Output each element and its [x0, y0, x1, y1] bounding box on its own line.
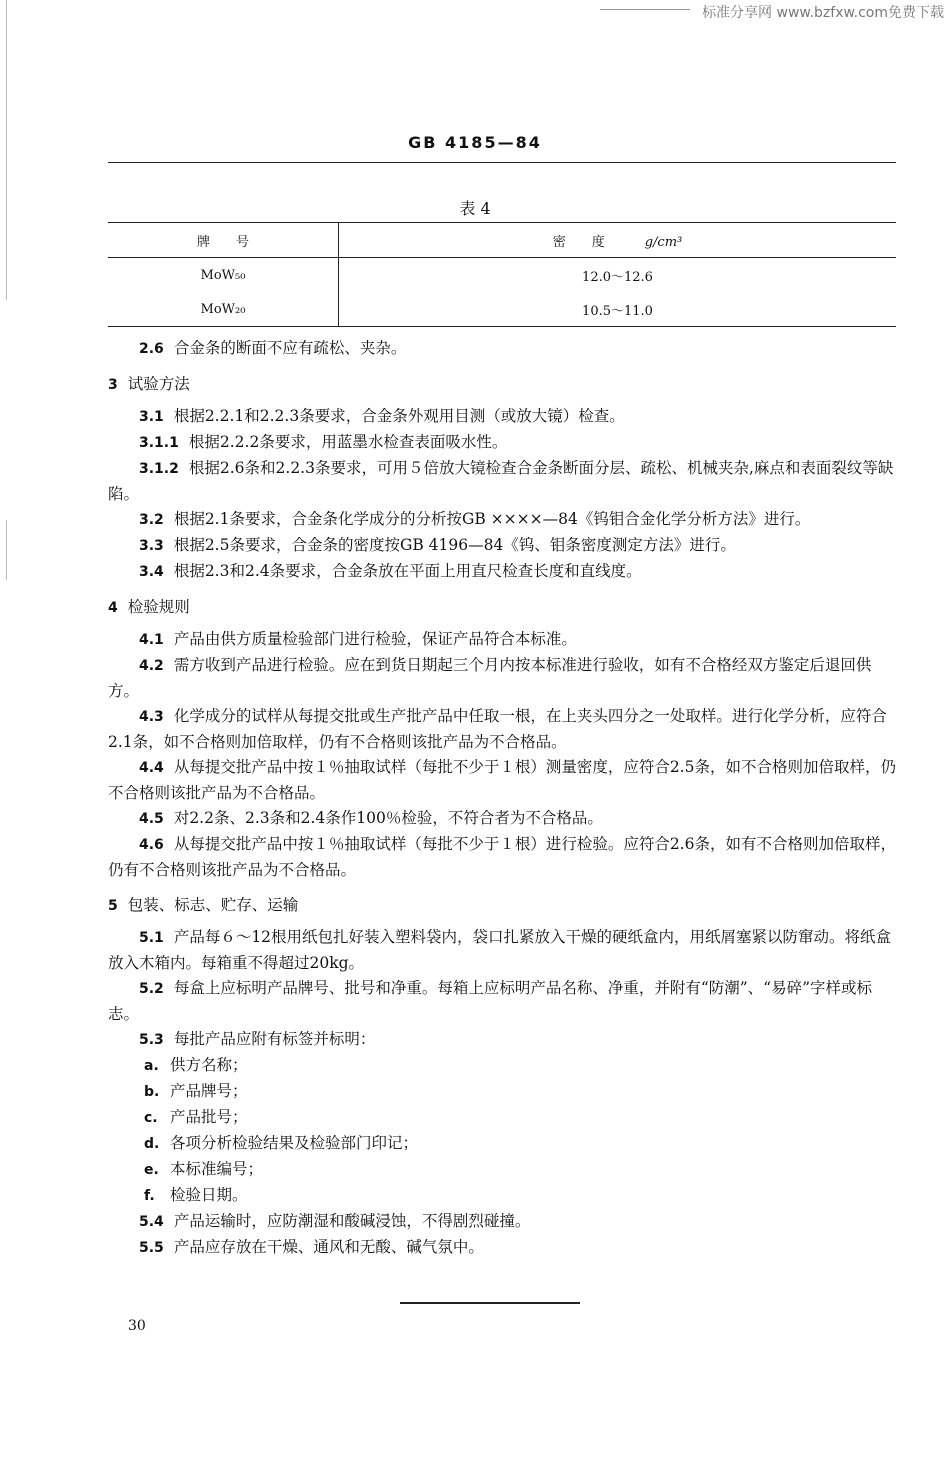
- clause-text: 产品由供方质量检验部门进行检验，保证产品符合本标准。: [173, 630, 577, 648]
- clause-number: 4.2: [139, 658, 164, 674]
- watermark-rule: [600, 9, 690, 10]
- section-title: 检验规则: [127, 598, 190, 616]
- clause-2-6: [108, 336, 896, 362]
- list-text: 检验日期。: [170, 1186, 248, 1204]
- clause-text: 根据2.5条要求，合金条的密度按GB 4196—84《钨、钼条密度测定方法》进行。: [173, 536, 736, 554]
- list-label: f.: [144, 1188, 155, 1204]
- clause-text: 每批产品应附有标签并标明：: [173, 1030, 376, 1048]
- table-header-row: [108, 223, 896, 258]
- list-item: [108, 1053, 896, 1079]
- clause-5-1: [108, 925, 896, 976]
- clause-5-5: [108, 1235, 896, 1261]
- clause-3-1: [108, 404, 896, 430]
- table-row: [108, 292, 896, 327]
- section-5-heading: [108, 893, 896, 919]
- clause-number: 5.3: [139, 1032, 164, 1048]
- clause-number: 3.2: [139, 512, 164, 528]
- density-cell: 10.5～11.0: [339, 292, 897, 327]
- clause-number: 4.3: [139, 709, 164, 725]
- header-rule: [108, 162, 896, 163]
- header-density: [339, 223, 897, 258]
- clause-text: 根据2.1条要求，合金条化学成分的分析按GB ××××—84《钨钼合金化学分析方法》进行。: [173, 510, 811, 528]
- clause-4-2: [108, 653, 896, 704]
- clause-3-2: [108, 507, 896, 533]
- header-density-label: 密 度: [552, 234, 605, 250]
- list-label: c.: [144, 1110, 158, 1126]
- clause-text: 根据2.2.2条要求，用蓝墨水检查表面吸水性。: [188, 433, 508, 451]
- clause-4-1: [108, 627, 896, 653]
- list-text: 供方名称；: [170, 1056, 248, 1074]
- list-item: [108, 1157, 896, 1183]
- list-label: a.: [144, 1058, 159, 1074]
- table-caption: 表 4: [459, 199, 491, 218]
- list-item: [108, 1183, 896, 1209]
- header-grade: 牌 号: [108, 223, 339, 258]
- header-density-unit: g/cm³: [644, 234, 683, 250]
- clause-text: 每盒上应标明产品牌号、批号和净重。每箱上应标明产品名称、净重，并附有“防潮”、“易碎”字样或标志。: [108, 979, 873, 1023]
- density-cell: 12.0～12.6: [582, 269, 653, 285]
- list-item: [108, 1079, 896, 1105]
- clause-text: 从每提交批产品中按１％抽取试样（每批不少于１根）进行检验。应符合2.6条，如有不合格则加倍取样，仍有不合格则该批产品为不合格品。: [108, 835, 896, 879]
- page-number: 30: [128, 1318, 146, 1334]
- clause-number: 4.6: [139, 837, 164, 853]
- section-4-heading: [108, 595, 896, 621]
- grade-cell: MoW₅₀: [108, 258, 339, 293]
- list-label: b.: [144, 1084, 160, 1100]
- clause-text: 化学成分的试样从每提交批或生产批产品中任取一根，在上夹头四分之一处取样。进行化学分析，应符合2.1条，如不合格则加倍取样，仍有不合格则该批产品为不合格品。: [108, 707, 887, 751]
- density-table: [108, 222, 896, 327]
- section-number: 4: [108, 600, 118, 616]
- list-text: 产品牌号；: [170, 1082, 248, 1100]
- list-label: d.: [144, 1136, 160, 1152]
- clause-text: 对2.2条、2.3条和2.4条作100％检验，不符合者为不合格品。: [173, 809, 603, 827]
- list-text: 产品批号；: [170, 1108, 248, 1126]
- clause-4-5: [108, 806, 896, 832]
- clause-3-1-1: [108, 430, 896, 456]
- clause-5-2: [108, 976, 896, 1027]
- section-3-heading: [108, 372, 896, 398]
- clause-4-4: [108, 755, 896, 806]
- section-number: 3: [108, 377, 118, 393]
- section-number: 5: [108, 898, 118, 914]
- clause-5-4: [108, 1209, 896, 1235]
- clause-text: 产品运输时，应防潮湿和酸碱浸蚀，不得剧烈碰撞。: [173, 1212, 531, 1230]
- list-item: [108, 1105, 896, 1131]
- clause-text: 合金条的断面不应有疏松、夹杂。: [173, 339, 407, 357]
- clause-text: 根据2.3和2.4条要求，合金条放在平面上用直尺检查长度和直线度。: [173, 562, 642, 580]
- clause-text: 产品每６～12根用纸包扎好装入塑料袋内，袋口扎紧放入干燥的硬纸盒内，用纸屑塞紧以防窜动。将纸盒放入木箱内。每箱重不得超过20kg。: [108, 928, 892, 972]
- clause-number: 5.4: [139, 1214, 164, 1230]
- clause-number: 3.4: [139, 564, 164, 580]
- clause-number: 5.2: [139, 981, 164, 997]
- scan-edge-mark: [6, 520, 7, 580]
- list-text: 本标准编号；: [170, 1160, 264, 1178]
- clause-4-6: [108, 832, 896, 883]
- clause-text: 产品应存放在干燥、通风和无酸、碱气氛中。: [173, 1238, 484, 1256]
- clause-number: 3.1: [139, 409, 164, 425]
- clause-3-4: [108, 559, 896, 585]
- clause-number: 3.1.2: [139, 461, 179, 477]
- grade-cell: MoW₂₀: [108, 292, 339, 327]
- end-rule: [400, 1302, 580, 1304]
- clause-text: 根据2.2.1和2.2.3条要求，合金条外观用目测（或放大镜）检查。: [173, 407, 625, 425]
- clause-number: 4.1: [139, 632, 164, 648]
- list-item: [108, 1131, 896, 1157]
- clause-number: 4.5: [139, 811, 164, 827]
- clause-number: 3.3: [139, 538, 164, 554]
- clause-number: 2.6: [139, 341, 164, 357]
- document-body: [108, 336, 896, 1261]
- clause-number: 3.1.1: [139, 435, 179, 451]
- section-title: 试验方法: [127, 375, 190, 393]
- clause-5-3: [108, 1027, 896, 1053]
- clause-3-3: [108, 533, 896, 559]
- clause-number: 5.1: [139, 930, 164, 946]
- watermark: 标准分享网 www.bzfxw.com免费下载: [702, 5, 944, 21]
- section-title: 包装、标志、贮存、运输: [127, 896, 299, 914]
- clause-number: 5.5: [139, 1240, 164, 1256]
- clause-4-3: [108, 704, 896, 755]
- clause-3-1-2: [108, 456, 896, 507]
- clause-number: 4.4: [139, 760, 164, 776]
- list-label: e.: [144, 1162, 159, 1178]
- list-text: 各项分析检验结果及检验部门印记；: [170, 1134, 419, 1152]
- table-row: [108, 258, 896, 293]
- clause-text: 根据2.6条和2.2.3条要求，可用５倍放大镜检查合金条断面分层、疏松、机械夹杂,麻点和表面裂纹等缺陷。: [108, 459, 894, 503]
- standard-number: GB 4185—84: [408, 133, 542, 152]
- clause-text: 需方收到产品进行检验。应在到货日期起三个月内按本标准进行验收，如有不合格经双方鉴定后退回供方。: [108, 656, 872, 700]
- clause-text: 从每提交批产品中按１％抽取试样（每批不少于１根）测量密度，应符合2.5条，如不合格则加倍取样，仍不合格则该批产品为不合格品。: [108, 758, 896, 802]
